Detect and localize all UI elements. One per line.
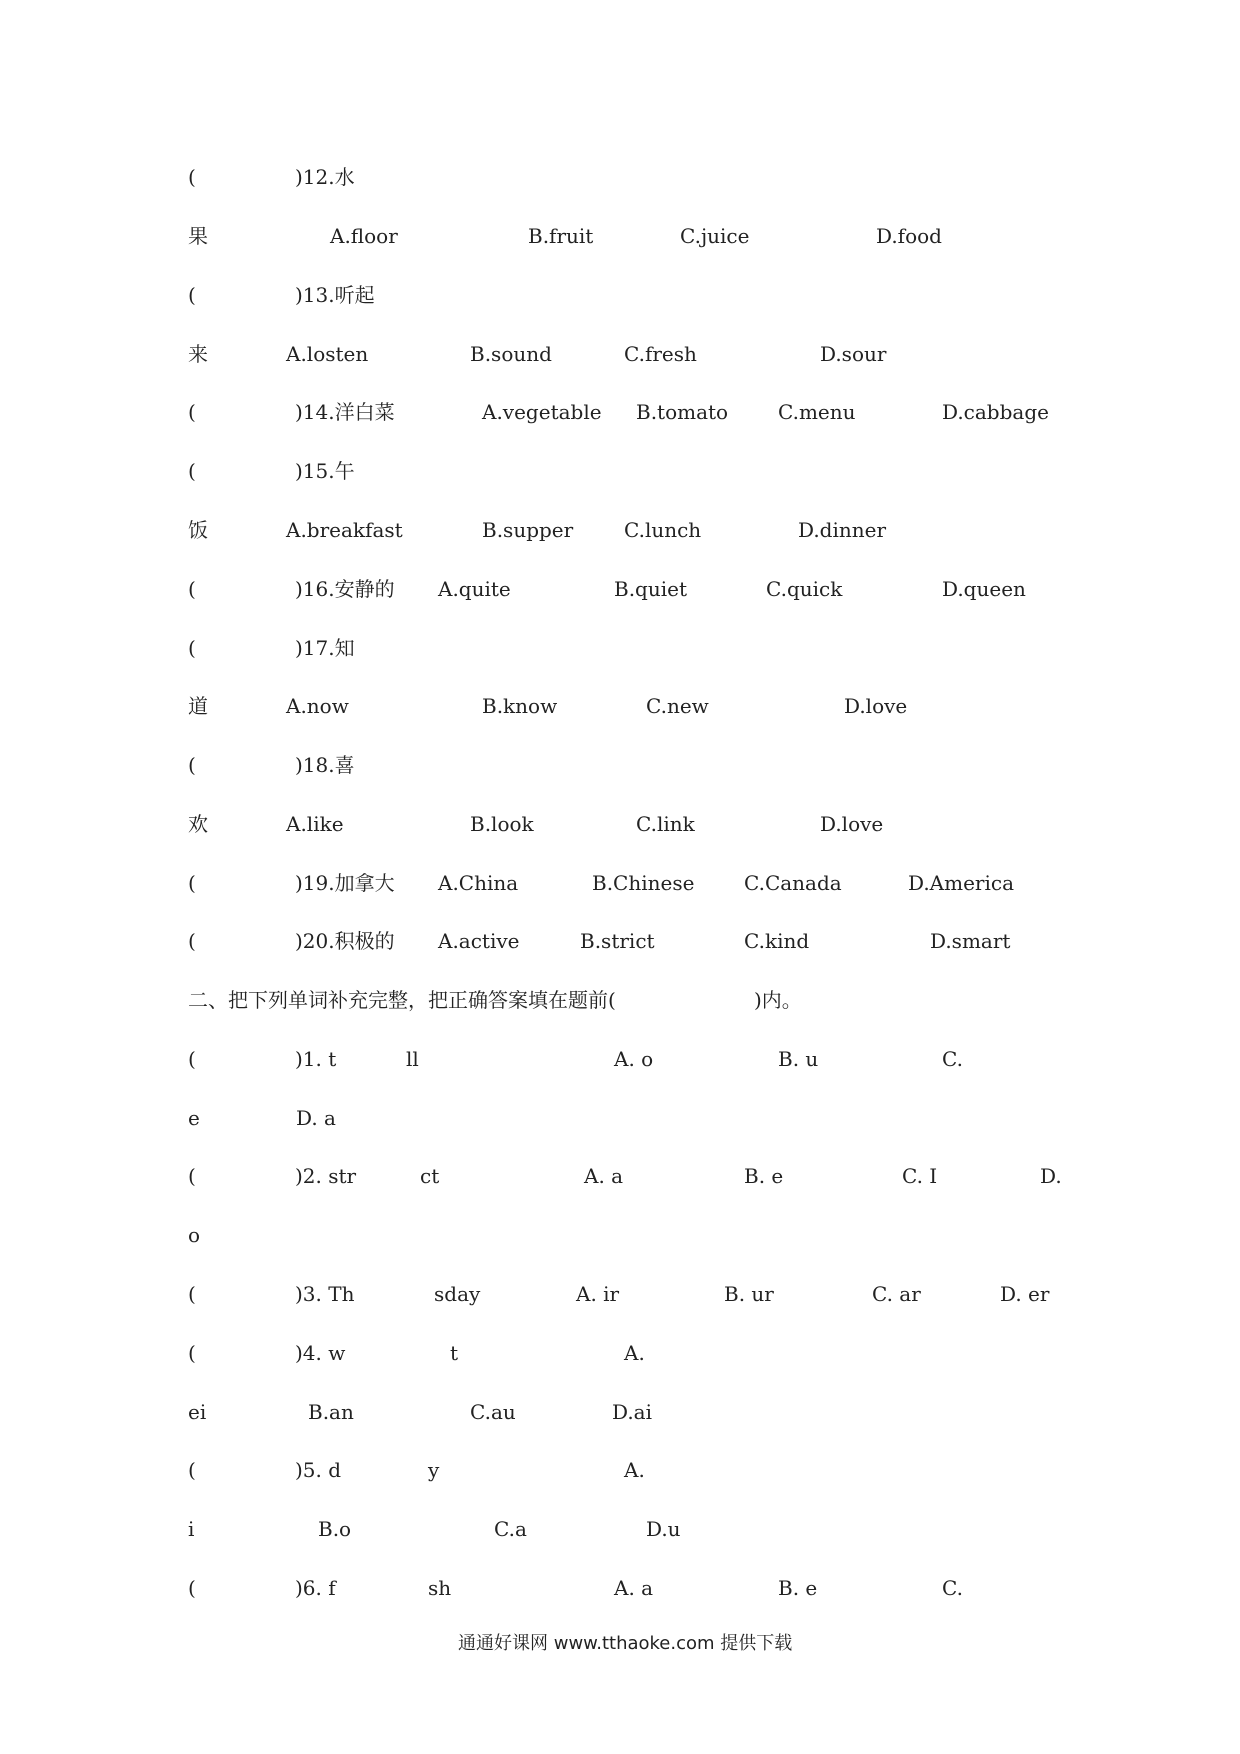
option-a: A.like <box>286 812 344 836</box>
option-c: C.au <box>470 1400 516 1424</box>
question-stem: )14.洋白菜 <box>295 400 395 424</box>
option-d: D.ai <box>612 1400 652 1424</box>
question-stem: )20.积极的 <box>295 929 395 953</box>
option-c: C.kind <box>744 929 810 953</box>
option-b: B. e <box>744 1164 784 1188</box>
section-heading: 二、把下列单词补充完整，把正确答案填在题前( <box>188 988 616 1012</box>
option-a: A. <box>624 1341 645 1365</box>
answer-bracket: ( <box>188 636 196 660</box>
question-stem: ll <box>406 1047 419 1071</box>
option-c-value: e <box>188 1106 200 1130</box>
question-stem: sday <box>434 1282 481 1306</box>
option-b: B. u <box>778 1047 819 1071</box>
option-b: B.look <box>470 812 534 836</box>
option-c: C.new <box>646 694 709 718</box>
option-a: A. ir <box>576 1282 620 1306</box>
answer-bracket: ( <box>188 577 196 601</box>
option-b: B.an <box>308 1400 354 1424</box>
option-d: D.love <box>844 694 908 718</box>
question-stem: )4. w <box>295 1341 346 1365</box>
option-a: A.losten <box>286 342 369 366</box>
answer-bracket: ( <box>188 1164 196 1188</box>
question-stem: 果 <box>188 224 208 248</box>
question-stem: ct <box>420 1164 440 1188</box>
option-d: D.u <box>646 1517 681 1541</box>
question-stem: 道 <box>188 694 208 718</box>
option-c: C. <box>942 1576 963 1600</box>
answer-bracket: ( <box>188 165 196 189</box>
question-stem: )17.知 <box>295 636 355 660</box>
option-a: A.vegetable <box>482 400 602 424</box>
option-a: A.floor <box>330 224 398 248</box>
option-a: A.quite <box>438 577 511 601</box>
option-c: C.lunch <box>624 518 702 542</box>
answer-bracket: ( <box>188 1341 196 1365</box>
option-a: A.active <box>438 929 520 953</box>
answer-bracket: ( <box>188 1282 196 1306</box>
option-a: A.breakfast <box>286 518 403 542</box>
question-stem: t <box>450 1341 459 1365</box>
answer-bracket: ( <box>188 753 196 777</box>
answer-bracket: ( <box>188 1458 196 1482</box>
option-d: D.sour <box>820 342 887 366</box>
question-stem: )1. t <box>295 1047 337 1071</box>
option-b: B.supper <box>482 518 574 542</box>
question-stem: 欢 <box>188 812 208 836</box>
answer-bracket: ( <box>188 1047 196 1071</box>
option-b: B.o <box>318 1517 352 1541</box>
option-b: B. e <box>778 1576 818 1600</box>
question-stem: )6. f <box>295 1576 336 1600</box>
option-d: D.America <box>908 871 1015 895</box>
option-d: D. <box>1040 1164 1062 1188</box>
question-stem: y <box>428 1458 440 1482</box>
option-d: D.cabbage <box>942 400 1049 424</box>
option-c: C. <box>942 1047 963 1071</box>
question-stem: )13.听起 <box>295 283 375 307</box>
option-b: B.tomato <box>636 400 729 424</box>
page-footer: 通通好课网 www.tthaoke.com 提供下载 <box>458 1633 793 1654</box>
answer-bracket: ( <box>188 1576 196 1600</box>
option-d: D. a <box>296 1106 336 1130</box>
option-b: B.sound <box>470 342 552 366</box>
option-b: B.know <box>482 694 558 718</box>
option-b: B.Chinese <box>592 871 695 895</box>
option-a: A. a <box>614 1576 654 1600</box>
option-c: C.link <box>636 812 695 836</box>
question-stem: sh <box>428 1576 452 1600</box>
option-c: C.Canada <box>744 871 842 895</box>
question-stem: )15.午 <box>295 459 355 483</box>
option-d: D.smart <box>930 929 1011 953</box>
option-c: C. I <box>902 1164 938 1188</box>
option-b: B. ur <box>724 1282 774 1306</box>
option-d: D.love <box>820 812 884 836</box>
question-stem: )18.喜 <box>295 753 355 777</box>
option-a: A. o <box>614 1047 654 1071</box>
answer-bracket: ( <box>188 459 196 483</box>
answer-bracket: ( <box>188 283 196 307</box>
option-d: D.food <box>876 224 942 248</box>
option-a: A. <box>624 1458 645 1482</box>
question-stem: )16.安静的 <box>295 577 395 601</box>
option-d: D.queen <box>942 577 1026 601</box>
question-stem: )12.水 <box>295 165 355 189</box>
option-c: C.a <box>494 1517 527 1541</box>
option-a: A. a <box>584 1164 624 1188</box>
question-stem: 来 <box>188 342 208 366</box>
option-d: D. er <box>1000 1282 1050 1306</box>
option-b: B.strict <box>580 929 655 953</box>
question-stem: )3. Th <box>295 1282 355 1306</box>
option-c: C.fresh <box>624 342 697 366</box>
question-stem: 饭 <box>188 518 208 542</box>
option-b: B.fruit <box>528 224 594 248</box>
answer-bracket: ( <box>188 871 196 895</box>
option-b: B.quiet <box>614 577 688 601</box>
question-stem: )5. d <box>295 1458 342 1482</box>
option-c: C.quick <box>766 577 843 601</box>
answer-bracket: ( <box>188 929 196 953</box>
option-d-value: o <box>188 1223 201 1247</box>
option-a-value: i <box>188 1517 195 1541</box>
section-heading: )内。 <box>754 988 802 1012</box>
question-stem: )2. str <box>295 1164 357 1188</box>
option-c: C.menu <box>778 400 856 424</box>
option-a: A.now <box>286 694 349 718</box>
question-stem: )19.加拿大 <box>295 871 395 895</box>
option-c: C.juice <box>680 224 750 248</box>
option-a: A.China <box>438 871 519 895</box>
option-d: D.dinner <box>798 518 887 542</box>
option-c: C. ar <box>872 1282 921 1306</box>
option-a-value: ei <box>188 1400 207 1424</box>
answer-bracket: ( <box>188 400 196 424</box>
